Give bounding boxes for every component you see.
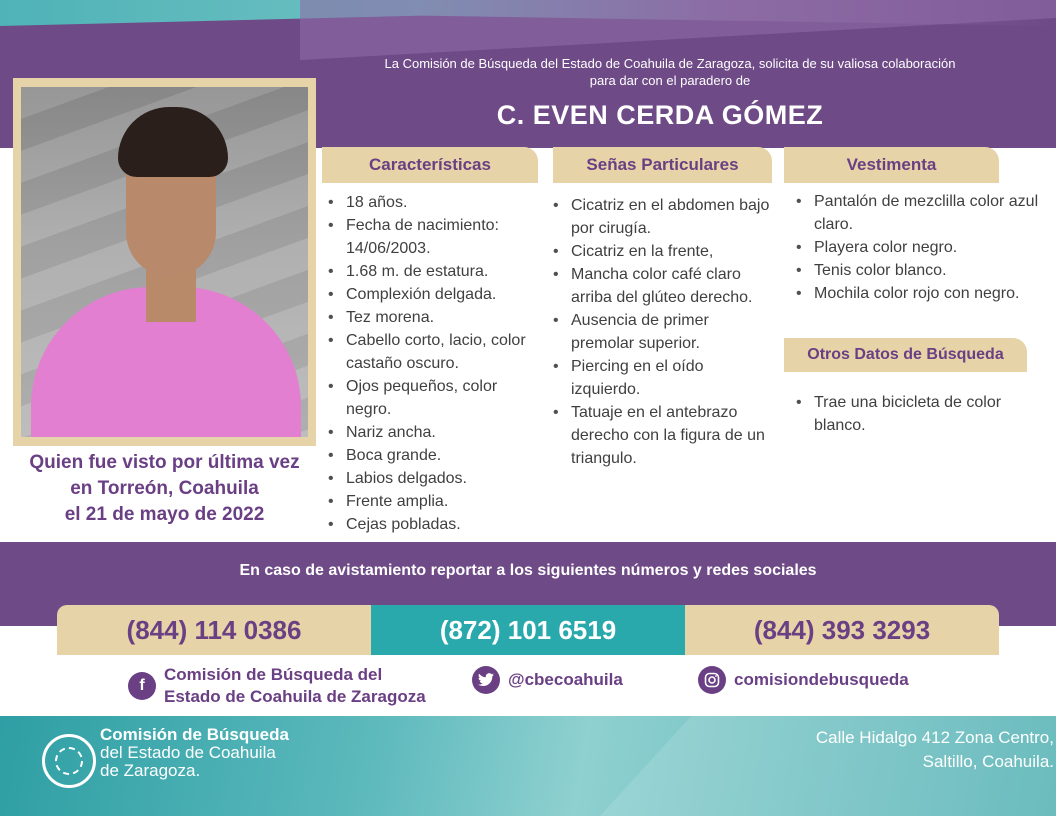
missing-person-photo [21, 87, 308, 437]
caracteristicas-item: • 1.68 m. de estatura. [324, 260, 534, 283]
senas-item: • Cicatriz en la frente, [549, 240, 774, 263]
vestimenta-item: • Pantalón de mezclilla color azul claro. [792, 190, 1047, 236]
senas-list [549, 194, 774, 470]
address [816, 726, 1054, 774]
caracteristicas-item: • Boca grande. [324, 444, 534, 467]
last-seen-line-1: Quien fue visto por última vez [29, 452, 300, 473]
otros-item: • Trae una bicicleta de color blanco. [792, 391, 1047, 437]
instagram-label: comisiondebusqueda [734, 670, 909, 689]
senas-item: • Tatuaje en el antebrazo derecho con la figura de un triangulo. [549, 401, 774, 470]
vestimenta-item: • Tenis color blanco. [792, 259, 1047, 282]
senas-item: • Cicatriz en el abdomen bajo por cirugía. [549, 194, 774, 240]
senas-item: • Ausencia de primer premolar superior. [549, 309, 774, 355]
caracteristicas-item: • 18 años. [324, 191, 534, 214]
intro-text: La Comisión de Búsqueda del Estado de Coahuila de Zaragoza, solicita de su valiosa colaboración para dar con el paradero de [384, 56, 956, 88]
report-text: En caso de avistamiento reportar a los siguientes números y redes sociales [239, 562, 817, 579]
senas-item: • Piercing en el oído izquierdo. [549, 355, 774, 401]
phone-number-2[interactable]: (872) 101 6519 [371, 605, 685, 655]
commission-logo-icon [42, 734, 96, 788]
caracteristicas-item: • Frente amplia. [324, 490, 534, 513]
vestimenta-list [792, 190, 1047, 305]
address-line-2: Saltillo, Coahuila. [922, 752, 1054, 771]
senas-item: • Mancha color café claro arriba del glúteo derecho. [549, 263, 774, 309]
caracteristicas-item: • Cejas pobladas. [324, 513, 534, 536]
facebook-link[interactable] [128, 664, 426, 708]
social-row [0, 660, 1056, 715]
person-name: C. EVEN CERDA GÓMEZ [496, 100, 824, 130]
last-seen-text [13, 450, 316, 528]
facebook-icon: f [128, 672, 156, 700]
org-name-line-2: del Estado de Coahuila [100, 743, 276, 762]
caracteristicas-list [324, 191, 534, 536]
footer [0, 716, 1056, 816]
photo-frame [13, 78, 316, 446]
org-name-line-1: Comisión de Búsqueda [100, 725, 289, 744]
twitter-label: @cbecoahuila [508, 670, 623, 689]
instagram-link[interactable] [698, 666, 909, 694]
caracteristicas-item: • Labios delgados. [324, 467, 534, 490]
caracteristicas-item: • Cabello corto, lacio, color castaño oscuro. [324, 329, 534, 375]
caracteristicas-header: Características [322, 147, 538, 183]
caracteristicas-item: • Tez morena. [324, 306, 534, 329]
twitter-link[interactable] [472, 666, 623, 694]
instagram-icon [698, 666, 726, 694]
phone-number-3[interactable]: (844) 393 3293 [685, 605, 999, 655]
caracteristicas-item: • Complexión delgada. [324, 283, 534, 306]
header-stripe-accent [300, 0, 1056, 60]
otros-header: Otros Datos de Búsqueda [784, 338, 1027, 372]
org-name-line-3: de Zaragoza. [100, 761, 201, 780]
facebook-label-line-2: Estado de Coahuila de Zaragoza [164, 687, 426, 706]
phone-row [57, 605, 999, 655]
twitter-icon [472, 666, 500, 694]
caracteristicas-item: • Nariz ancha. [324, 421, 534, 444]
caracteristicas-item: • Fecha de nacimiento: 14/06/2003. [324, 214, 534, 260]
caracteristicas-item: • Ojos pequeños, color negro. [324, 375, 534, 421]
senas-header: Señas Particulares [553, 147, 772, 183]
vestimenta-header: Vestimenta [784, 147, 999, 183]
last-seen-line-3: el 21 de mayo de 2022 [64, 504, 265, 525]
address-line-1: Calle Hidalgo 412 Zona Centro, [815, 728, 1054, 747]
otros-list [792, 391, 1047, 437]
vestimenta-item: • Playera color negro. [792, 236, 1047, 259]
org-name [100, 726, 289, 780]
vestimenta-item: • Mochila color rojo con negro. [792, 282, 1047, 305]
last-seen-line-2: en Torreón, Coahuila [70, 478, 259, 499]
phone-number-1[interactable]: (844) 114 0386 [57, 605, 371, 655]
facebook-label-line-1: Comisión de Búsqueda del [164, 665, 383, 684]
